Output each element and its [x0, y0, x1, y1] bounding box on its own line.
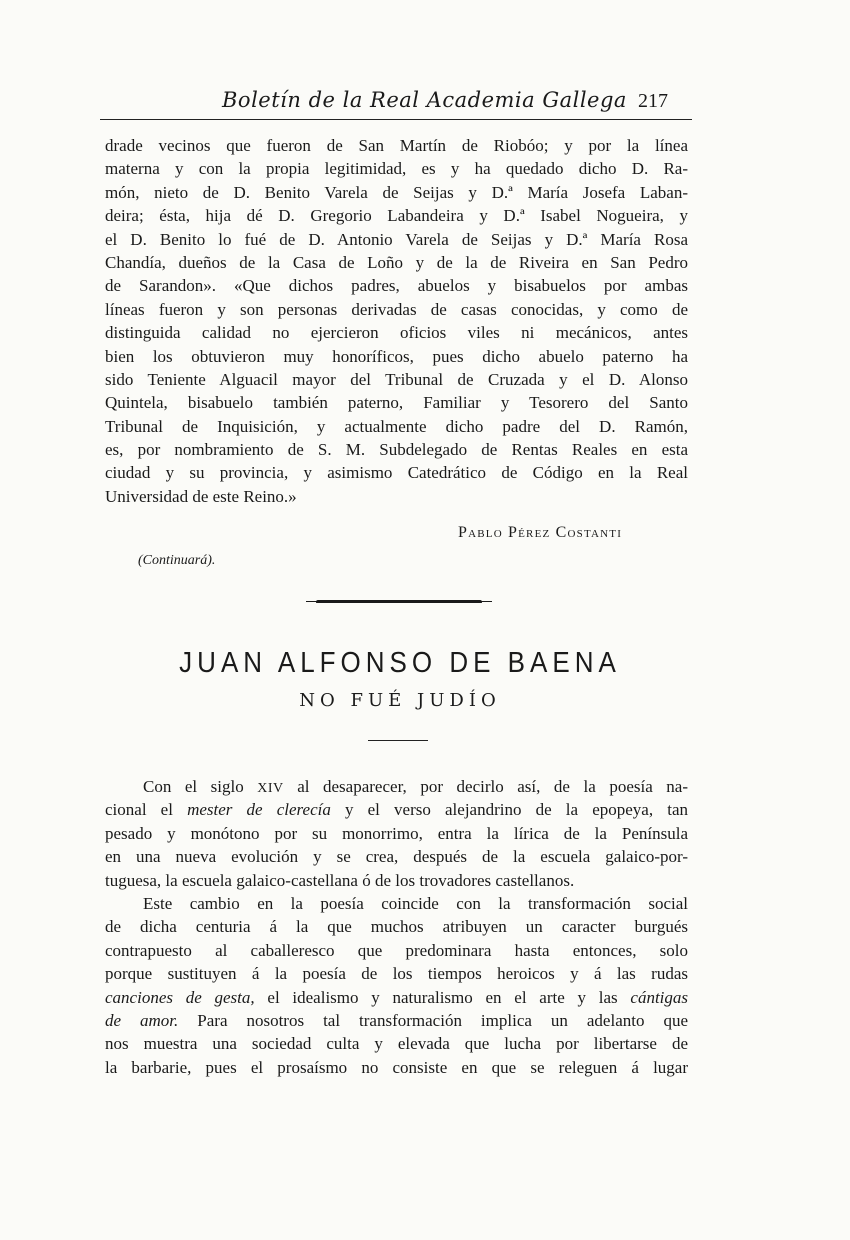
text-line: el D. Benito lo fué de D. Antonio Varela de Seijas y D.ª María Rosa [105, 229, 688, 249]
paragraph-line [105, 986, 688, 1009]
paragraph-line: en una nueva evolución y se crea, después de la escuela galaico-por- [105, 847, 688, 867]
text-line: sido Teniente Alguacil mayor del Tribunal de Cruzada y el D. Alonso [105, 369, 688, 389]
text-line: Tribunal de Inquisición, y actualmente dicho padre del D. Ramón, [105, 416, 688, 436]
paragraph-line: contrapuesto al caballeresco que predominara hasta entonces, solo [105, 940, 688, 960]
text-line: de Sarandon». «Que dichos padres, abuelos y bisabuelos por ambas [105, 276, 688, 296]
text-line: drade vecinos que fueron de San Martín de Riobóo; y por la línea [105, 136, 688, 155]
emphasis-span: de amor. [105, 1010, 179, 1030]
paragraph-line [105, 775, 688, 798]
title-rule [368, 740, 428, 741]
paragraph-line: Este cambio en la poesía coincide con la transformación social [143, 893, 688, 913]
text-span: y el verso alejandrino de la epopeya, tan [330, 800, 689, 820]
emphasis-span: mester de clerecía [187, 800, 331, 820]
continued-text [105, 134, 688, 508]
text-line: món, nieto de D. Benito Varela de Seijas y D.ª María Josefa Laban- [105, 182, 688, 202]
emphasis-span: cántigas [630, 987, 689, 1007]
paragraph-line: de dicha centuria á la que muchos atribuyen un caracter burgués [105, 917, 688, 937]
ornamental-rule [316, 600, 482, 604]
text-span: el idealismo y naturalismo en el arte y las [254, 987, 631, 1007]
running-title: Boletín de la Real Academia Gallega [222, 88, 627, 112]
paragraph-line: pesado y monótono por su monorrimo, entra la lírica de la Península [105, 823, 688, 843]
text-line: Chandía, dueños de la Casa de Loño y de la de Riveira en San Pedro [105, 252, 688, 272]
text-line: líneas fueron y son personas derivadas de casas conocidas, y como de [105, 299, 688, 319]
page-number: 217 [638, 90, 668, 112]
paragraph-line: tuguesa, la escuela galaico-castellana ó de los trovadores castellanos. [105, 870, 575, 890]
article-title: JUAN ALFONSO DE BAENA [179, 645, 621, 679]
text-line: deira; ésta, hija dé D. Gregorio Labandeira y D.ª Isabel Nogueira, y [105, 206, 688, 226]
text-line: ciudad y su provincia, y asimismo Catedrático de Código en la Real [105, 463, 688, 483]
author-signature: Pablo Pérez Costanti [458, 524, 623, 541]
text-line: bien los obtuvieron muy honoríficos, pues dicho abuelo paterno ha [105, 346, 688, 366]
text-line: es, por nombramiento de S. M. Subdelegado de Rentas Reales en esta [105, 440, 688, 460]
text-line: Quintela, bisabuelo también paterno, Familiar y Tesorero del Santo [105, 393, 688, 413]
text-line: materna y con la propia legitimidad, es y ha quedado dicho D. Ra- [105, 159, 688, 179]
article-subtitle: NO FUÉ JUDÍO [299, 690, 501, 711]
continuation-note: (Continuará). [138, 553, 216, 568]
century-numeral: XIV [257, 781, 284, 796]
text-span: Para nosotros tal transformación implica un adelanto que [178, 1010, 688, 1030]
text-span: al desaparecer, por decirlo así, de la poesía na- [283, 777, 688, 796]
paragraph-line [105, 1009, 688, 1032]
emphasis-span: canciones de gesta, [105, 987, 255, 1007]
text-line: Universidad de este Reino.» [105, 486, 297, 506]
paragraph-line: nos muestra una sociedad culta y elevada que lucha por libertarse de [105, 1034, 688, 1054]
article-body [105, 775, 688, 1079]
paragraph-line: porque sustituyen á la poesía de los tiempos heroicos y á las rudas [105, 964, 688, 984]
text-span: Con el siglo [143, 777, 258, 796]
text-span: cional el [105, 800, 188, 820]
text-line: distinguida calidad no ejercieron oficios viles ni mecánicos, antes [105, 323, 688, 343]
header-rule [100, 119, 692, 120]
running-header [100, 88, 690, 118]
paragraph-line [105, 798, 688, 821]
paragraph-line: la barbarie, pues el prosaísmo no consiste en que se releguen á lugar [105, 1057, 688, 1077]
